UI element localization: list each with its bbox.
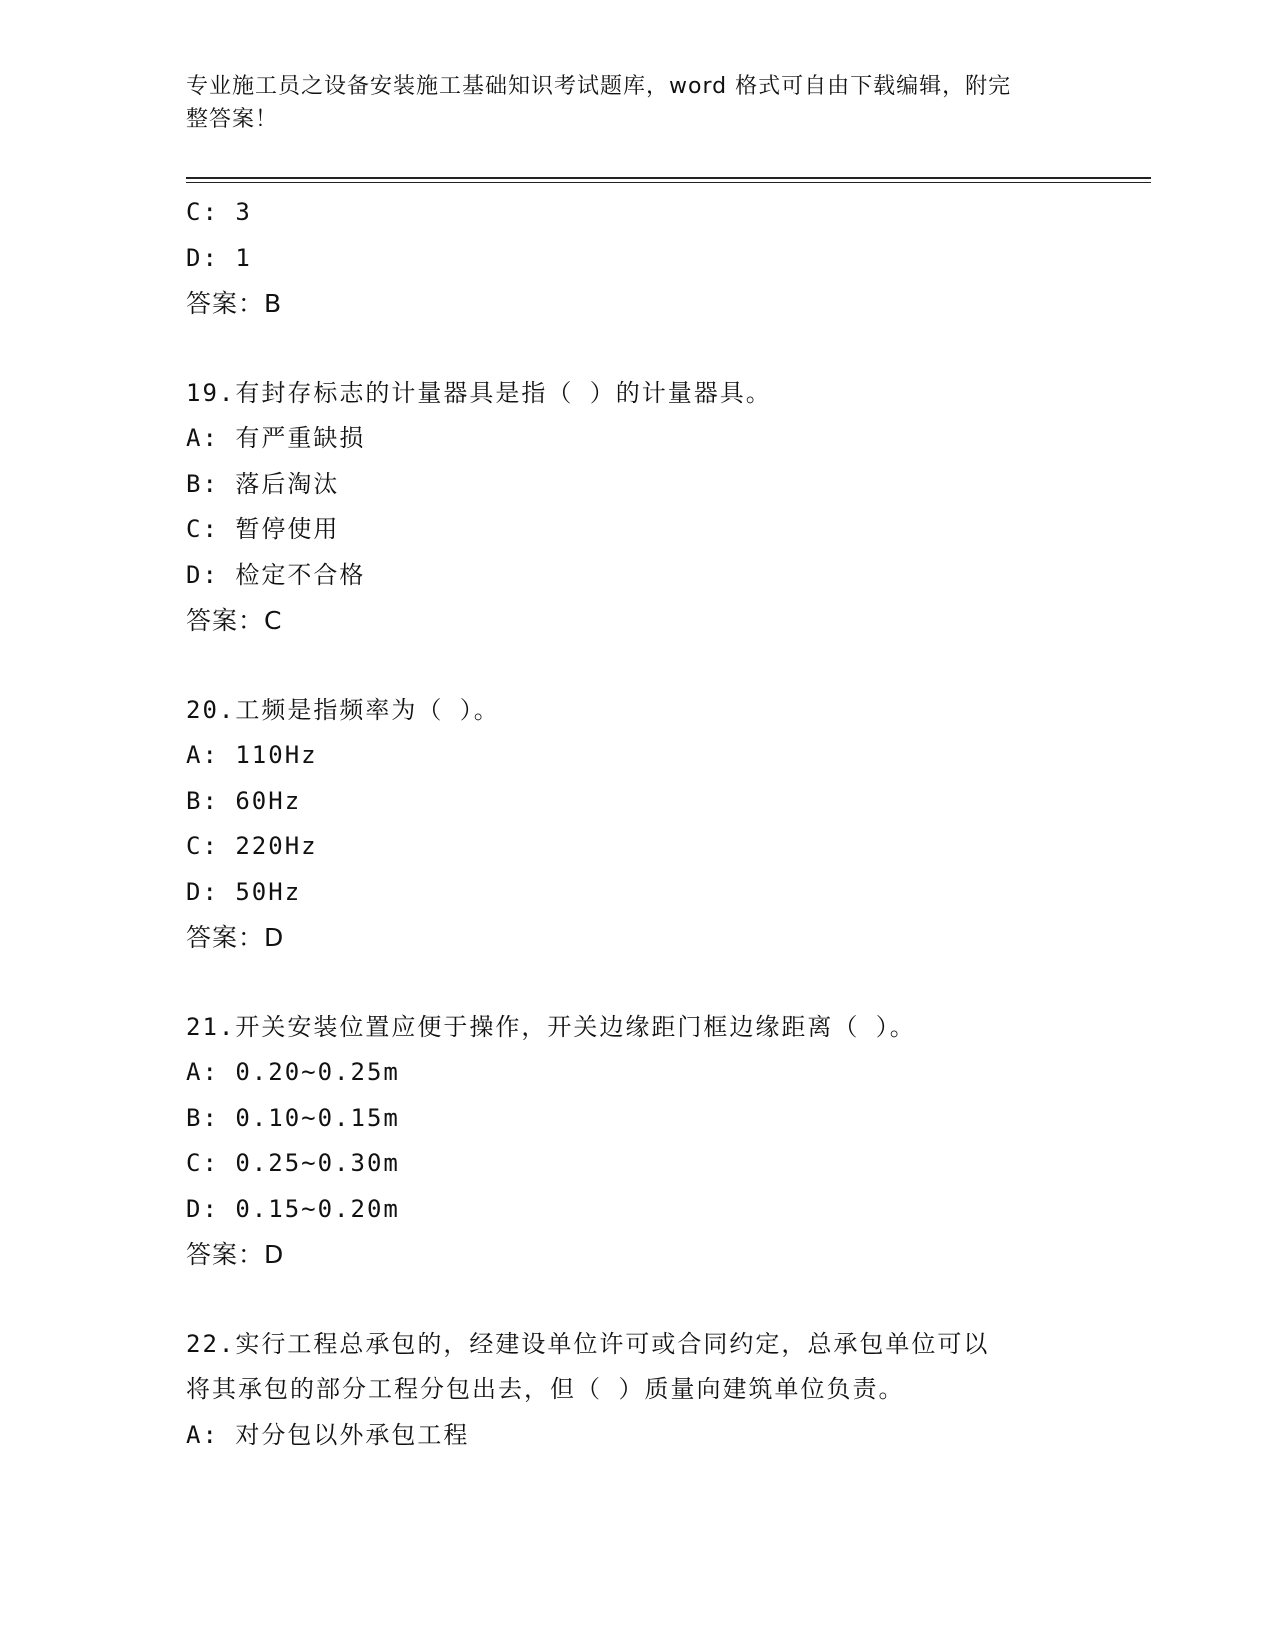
option-a: A: 110Hz	[186, 741, 318, 769]
spacer	[186, 644, 1086, 688]
option-c: C: 暂停使用	[186, 515, 340, 543]
option-d: D: 50Hz	[186, 877, 302, 906]
option-b: B: 落后淘汰	[186, 469, 340, 498]
question-20	[186, 688, 1086, 961]
document-header	[186, 70, 1066, 136]
question-18-tail	[186, 190, 1086, 327]
question-stem: 20.工频是指频率为（ ）。	[186, 695, 500, 724]
option-c: C: 0.25~0.30m	[186, 1149, 400, 1177]
option-a: A: 有严重缺损	[186, 424, 366, 452]
option-a: A: 0.20~0.25m	[186, 1058, 400, 1086]
answer-label: 答案：D	[186, 923, 285, 952]
question-stem-line-2: 将其承包的部分工程分包出去，但（ ）质量向建筑单位负责。	[186, 1375, 905, 1403]
answer-label: 答案：D	[186, 1240, 285, 1269]
question-21	[186, 1005, 1086, 1278]
question-stem: 21.开关安装位置应便于操作，开关边缘距门框边缘距离（ ）。	[186, 1012, 916, 1041]
option-d: D: 1	[186, 243, 252, 272]
header-line-1: 专业施工员之设备安装施工基础知识考试题库，word 格式可自由下载编辑，附完	[186, 74, 1012, 99]
header-line-2: 整答案！	[186, 107, 279, 132]
question-19	[186, 371, 1086, 644]
question-list	[186, 190, 1086, 1458]
spacer	[186, 961, 1086, 1005]
question-22	[186, 1322, 1086, 1459]
option-a: A: 对分包以外承包工程	[186, 1420, 470, 1449]
spacer	[186, 327, 1086, 371]
question-stem: 19.有封存标志的计量器具是指（ ）的计量器具。	[186, 378, 772, 407]
option-d: D: 检定不合格	[186, 560, 366, 589]
option-d: D: 0.15~0.20m	[186, 1194, 400, 1223]
header-divider-thin	[186, 182, 1151, 183]
answer-label: 答案：C	[186, 606, 283, 635]
option-c: C: 220Hz	[186, 832, 318, 860]
option-b: B: 60Hz	[186, 786, 302, 815]
option-c: C: 3	[186, 198, 252, 226]
option-b: B: 0.10~0.15m	[186, 1103, 400, 1132]
answer-label: 答案：B	[186, 289, 283, 318]
spacer	[186, 1278, 1086, 1322]
header-divider-thick	[186, 177, 1151, 179]
question-stem-line-1: 22.实行工程总承包的，经建设单位许可或合同约定，总承包单位可以	[186, 1329, 990, 1358]
